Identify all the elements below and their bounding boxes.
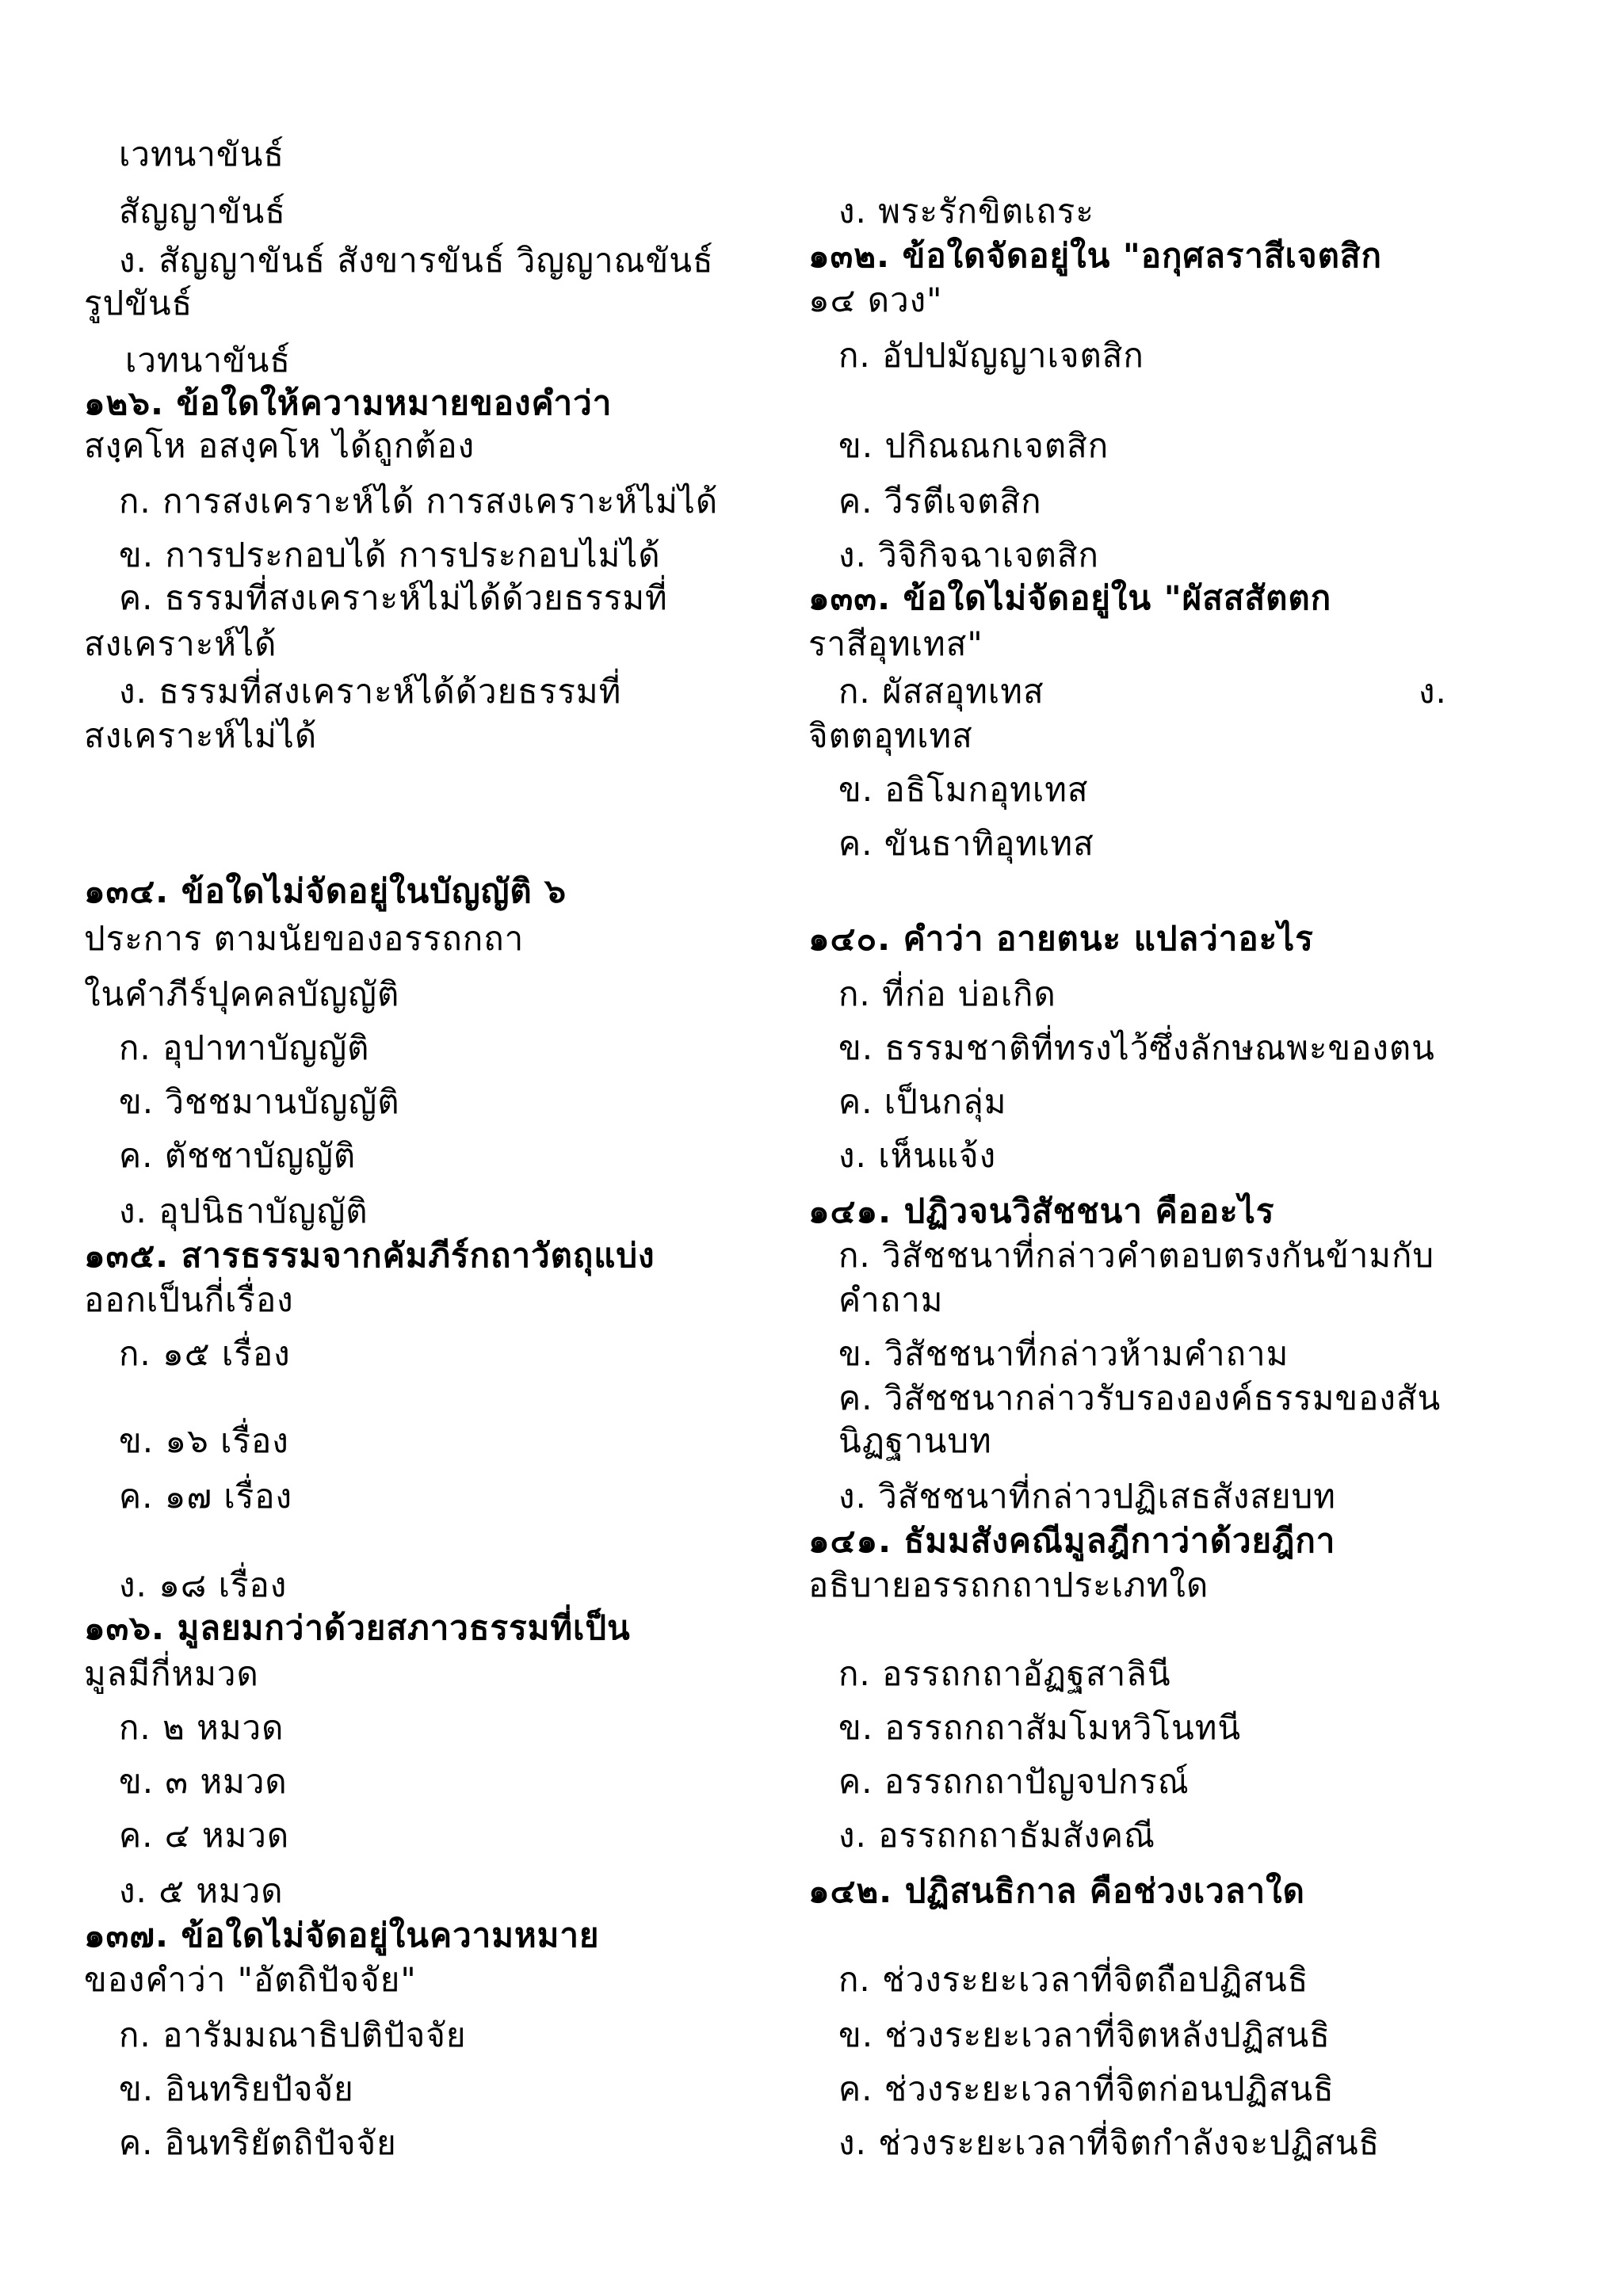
text-line: สงฺคโห อสงฺคโห ได้ถูกต้อง <box>84 426 475 465</box>
option-kha: ข. ปกิณณกเจตสิก <box>838 426 1109 465</box>
question-136: ๑๓๖. มูลยมกว่าด้วยสภาวธรรมที่เป็น <box>84 1608 631 1647</box>
option-ka: ก. อุปาทาบัญญัติ <box>119 1028 370 1067</box>
option-kho: ค. ๑๗ เรื่อง <box>119 1477 293 1516</box>
option-kha: ข. อธิโมกอุทเทส <box>838 770 1089 809</box>
question-137: ๑๓๗. ข้อใดไม่จัดอยู่ในความหมาย <box>84 1916 600 1955</box>
question-141: ๑๔๑. ปฏิวจนวิสัชชนา คืออะไร <box>808 1192 1275 1230</box>
question-135: ๑๓๕. สารธรรมจากคัมภีร์กถาวัตถุแบ่ง <box>84 1236 655 1275</box>
option-kha: ข. อินทริยปัจจัย <box>119 2069 354 2108</box>
option-kho: ค. เป็นกลุ่ม <box>838 1082 1007 1121</box>
option-ka: ก. อารัมมณาธิปติปัจจัย <box>119 2016 467 2054</box>
option-ka: ก. ๒ หมวด <box>119 1708 285 1747</box>
text-line: ออกเป็นกี่เรื่อง <box>84 1280 294 1319</box>
option-kha: ข. อรรถกถาสัมโมหวิโนทนี <box>838 1708 1242 1747</box>
option-ngo: ง. ธรรมที่สงเคราะห์ได้ด้วยธรรมที่ <box>119 672 622 711</box>
text-line: ประการ ตามนัยของอรรถกถา <box>84 919 525 958</box>
text-line: ในคำภีร์ปุคคลบัญญัติ <box>84 974 400 1013</box>
option-ngo: ง. ๕ หมวด <box>119 1871 284 1910</box>
option-kha: ข. วิสัชชนาที่กล่าวห้ามคำถาม <box>838 1334 1289 1373</box>
option-kha: ข. ช่วงระยะเวลาที่จิตหลังปฏิสนธิ <box>838 2016 1331 2054</box>
text-line: จิตตอุทเทส <box>808 716 973 755</box>
text-line: ราสีอุทเทส" <box>808 624 983 663</box>
option-ngo: ง. ๑๘ เรื่อง <box>119 1566 288 1604</box>
option-ngo: ง. วิสัชชนาที่กล่าวปฏิเสธสังสยบท <box>838 1477 1336 1516</box>
text-line: สงเคราะห์ได้ <box>84 624 277 663</box>
option-kho: ค. ๔ หมวด <box>119 1816 290 1855</box>
option-ka: ก. อัปปมัญญาเจตสิก <box>838 336 1144 375</box>
option-kho: ค. ตัชชาบัญญัติ <box>119 1136 357 1175</box>
text-line: นิฏฐานบท <box>838 1421 992 1460</box>
option-ngo: ง. อุปนิธาบัญญัติ <box>119 1192 369 1230</box>
question-140: ๑๔๐. คำว่า อายตนะ แปลว่าอะไร <box>808 919 1314 958</box>
text-line: ง. สัญญาขันธ์ สังขารขันธ์ วิญญาณขันธ์ <box>119 241 714 280</box>
option-ka: ก. อรรถกถาอัฏฐสาลินี <box>838 1654 1171 1693</box>
text-line: มูลมีกี่หมวด <box>84 1654 259 1693</box>
option-ka: ก. ผัสสอุทเทส <box>838 672 1044 711</box>
option-ngo: ง. อรรถกถาธัมสังคณี <box>838 1816 1155 1855</box>
text-line: ของคำว่า "อัตถิปัจจัย" <box>84 1960 417 1999</box>
text-line: เวทนาขันธ์ <box>125 341 291 379</box>
option-kho: ค. ช่วงระยะเวลาที่จิตก่อนปฏิสนธิ <box>838 2069 1335 2108</box>
option-ka: ก. ๑๕ เรื่อง <box>119 1334 291 1373</box>
text-line: ๑๔ ดวง" <box>808 280 943 319</box>
option-kho: ค. ธรรมที่สงเคราะห์ไม่ได้ด้วยธรรมที่ <box>119 578 668 617</box>
text-line: สัญญาขันธ์ <box>119 192 286 231</box>
option-ngo: ง. เห็นแจ้ง <box>838 1136 997 1175</box>
option-kha: ข. การประกอบได้ การประกอบไม่ได้ <box>119 536 661 574</box>
question-126: ๑๒๖. ข้อใดให้ความหมายของคำว่า <box>84 383 613 422</box>
option-kha: ข. ๓ หมวด <box>119 1762 288 1801</box>
option-kho: ค. วิสัชชนากล่าวรับรององค์ธรรมของสัน <box>838 1379 1442 1417</box>
text-line: รูปขันธ์ <box>84 284 193 322</box>
text-line: เวทนาขันธ์ <box>119 135 285 174</box>
question-141b: ๑๔๑. ธัมมสังคณีมูลฎีกาว่าด้วยฎีกา <box>808 1521 1336 1560</box>
text-line: คำถาม <box>838 1280 944 1319</box>
option-kho: ค. วีรตีเจตสิก <box>838 482 1042 521</box>
option-kha: ข. วิชชมานบัญญัติ <box>119 1082 400 1121</box>
option-kha: ข. ๑๖ เรื่อง <box>119 1421 289 1460</box>
question-142: ๑๔๒. ปฏิสนธิกาล คือช่วงเวลาใด <box>808 1871 1305 1910</box>
option-ka: ก. วิสัชชนาที่กล่าวคำตอบตรงกันข้ามกับ <box>838 1236 1435 1275</box>
option-ka: ก. ช่วงระยะเวลาที่จิตถือปฏิสนธิ <box>838 1960 1309 1999</box>
question-132: ๑๓๒. ข้อใดจัดอยู่ใน "อกุศลราสีเจตสิก <box>808 236 1382 275</box>
option-ngo: ง. วิจิกิจฉาเจตสิก <box>838 536 1099 574</box>
option-ka: ก. การสงเคราะห์ได้ การสงเคราะห์ไม่ได้ <box>119 482 719 521</box>
option-kho: ค. อินทริยัตถิปัจจัย <box>119 2123 397 2162</box>
text-line: อธิบายอรรถกถาประเภทใด <box>808 1566 1209 1604</box>
question-134: ๑๓๔. ข้อใดไม่จัดอยู่ในบัญญัติ ๖ <box>84 871 567 910</box>
option-ka: ก. ที่ก่อ บ่อเกิด <box>838 974 1056 1013</box>
option-kha: ข. ธรรมชาติที่ทรงไว้ซึ่งลักษณพะของตน <box>838 1028 1435 1067</box>
option-ngo: ง. <box>1419 672 1447 711</box>
option-kho: ค. ขันธาทิอุทเทส <box>838 824 1094 863</box>
option-kho: ค. อรรถกถาปัญจปกรณ์ <box>838 1762 1190 1801</box>
option-ngo: ง. พระรักขิตเถระ <box>838 192 1094 231</box>
option-ngo: ง. ช่วงระยะเวลาที่จิตกำลังจะปฏิสนธิ <box>838 2123 1381 2162</box>
question-133: ๑๓๓. ข้อใดไม่จัดอยู่ใน "ผัสสสัตตก <box>808 578 1332 617</box>
text-line: สงเคราะห์ไม่ได้ <box>84 716 318 755</box>
